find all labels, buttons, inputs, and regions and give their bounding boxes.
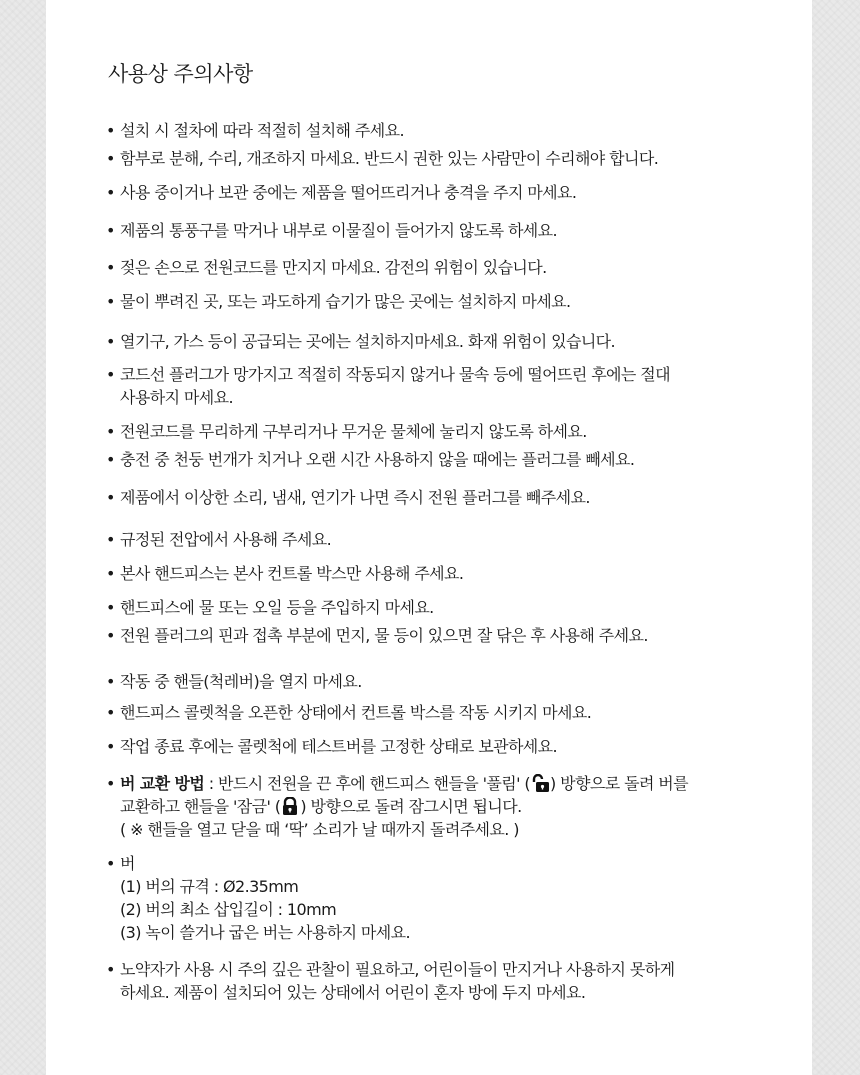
list-item: • 전원코드를 무리하게 구부리거나 무거운 물체에 눌리지 않도록 하세요.	[106, 422, 587, 441]
list-item: • 물이 뿌려진 곳, 또는 과도하게 습기가 많은 곳에는 설치하지 마세요.	[106, 292, 571, 311]
list-item: • 충전 중 천둥 번개가 치거나 오랜 시간 사용하지 않을 때에는 플러그를 빼세요.	[106, 450, 635, 469]
bullet: •	[106, 450, 115, 469]
list-item: • 작업 종료 후에는 콜렛척에 테스트버를 고정한 상태로 보관하세요.	[106, 737, 558, 756]
bullet: •	[106, 258, 115, 277]
bullet: •	[106, 332, 115, 351]
bullet: •	[106, 737, 115, 756]
list-item: • 제품에서 이상한 소리, 냄새, 연기가 나면 즉시 전원 플러그를 빼주세요.	[106, 488, 590, 507]
bullet: •	[106, 530, 115, 549]
list-item: • 핸드피스 콜렛척을 오픈한 상태에서 컨트롤 박스를 작동 시키지 마세요.	[106, 703, 592, 722]
bur-change-line-1: 버 교환 방법 : 반드시 전원을 끈 후에 핸드피스 핸들을 '풀림' ( ) 방향으로 돌려 버를	[120, 774, 688, 793]
list-item: • 설치 시 절차에 따라 적절히 설치해 주세요.	[106, 121, 404, 140]
list-item: • 함부로 분해, 수리, 개조하지 마세요. 반드시 권한 있는 사람만이 수리해야 합니다.	[106, 149, 659, 168]
list-item: • 본사 핸드피스는 본사 컨트롤 박스만 사용해 주세요.	[106, 564, 464, 583]
bullet: •	[106, 703, 115, 722]
page-title: 사용상 주의사항	[108, 62, 253, 86]
list-item: • 작동 중 핸들(척레버)을 열지 마세요.	[106, 672, 362, 691]
bullet: •	[106, 672, 115, 691]
list-item: • 핸드피스에 물 또는 오일 등을 주입하지 마세요.	[106, 598, 434, 617]
document-page	[46, 0, 812, 1075]
bullet: •	[106, 488, 115, 507]
list-item: • 코드선 플러그가 망가지고 적절히 작동되지 않거나 물속 등에 떨어뜨린 후에는 절대 사용하지 마세요.	[106, 365, 670, 407]
bullet: •	[106, 292, 115, 311]
bullet: •	[106, 626, 115, 645]
bullet: •	[106, 960, 115, 979]
list-item: • 사용 중이거나 보관 중에는 제품을 떨어뜨리거나 충격을 주지 마세요.	[106, 183, 577, 202]
bullet: •	[106, 121, 115, 140]
bur-change-heading: 버 교환 방법	[120, 774, 205, 793]
lock-icon	[280, 797, 300, 815]
unlock-icon	[530, 774, 550, 792]
list-item: • 노약자가 사용 시 주의 깊은 관찰이 필요하고, 어린이들이 만지거나 사용하지 못하게 하세요. 제품이 설치되어 있는 상태에서 어린이 혼자 방에 두지 마세요.	[106, 960, 675, 1002]
bullet: •	[106, 564, 115, 583]
list-item: • 전원 플러그의 핀과 접촉 부분에 먼지, 물 등이 있으면 잘 닦은 후 사용해 주세요.	[106, 626, 648, 645]
bullet: •	[106, 365, 115, 384]
bullet: •	[106, 149, 115, 168]
bullet: •	[106, 854, 115, 873]
bullet: •	[106, 422, 115, 441]
bullet: •	[106, 598, 115, 617]
list-item: • 젖은 손으로 전원코드를 만지지 마세요. 감전의 위험이 있습니다.	[106, 258, 547, 277]
list-item: • 열기구, 가스 등이 공급되는 곳에는 설치하지마세요. 화재 위험이 있습니다.	[106, 332, 616, 351]
bullet: •	[106, 221, 115, 240]
list-item: • 규정된 전압에서 사용해 주세요.	[106, 530, 332, 549]
bur-change-item: • 버 교환 방법 : 반드시 전원을 끈 후에 핸드피스 핸들을 '풀림' ( ) 방향으로 돌려 버를 교환하고 핸들을 '잠금' ( ) 방향으로 돌려 잠그시면 됩니다. ( ※ 핸들을 열고 닫을 때 ‘딱’ 소리가 날 때까지 돌려주세요. )	[106, 772, 760, 841]
bur-spec-item: • 버 (1) 버의 규격 : Ø2.35mm (2) 버의 최소 삽입길이 : 10mm (3) 녹이 쓸거나 굽은 버는 사용하지 마세요.	[106, 854, 410, 942]
bullet: •	[106, 183, 115, 202]
bullet: •	[106, 774, 115, 793]
bur-change-line-2: 교환하고 핸들을 '잠금' ( ) 방향으로 돌려 잠그시면 됩니다.	[120, 797, 522, 816]
list-item: • 제품의 통풍구를 막거나 내부로 이물질이 들어가지 않도록 하세요.	[106, 221, 558, 240]
